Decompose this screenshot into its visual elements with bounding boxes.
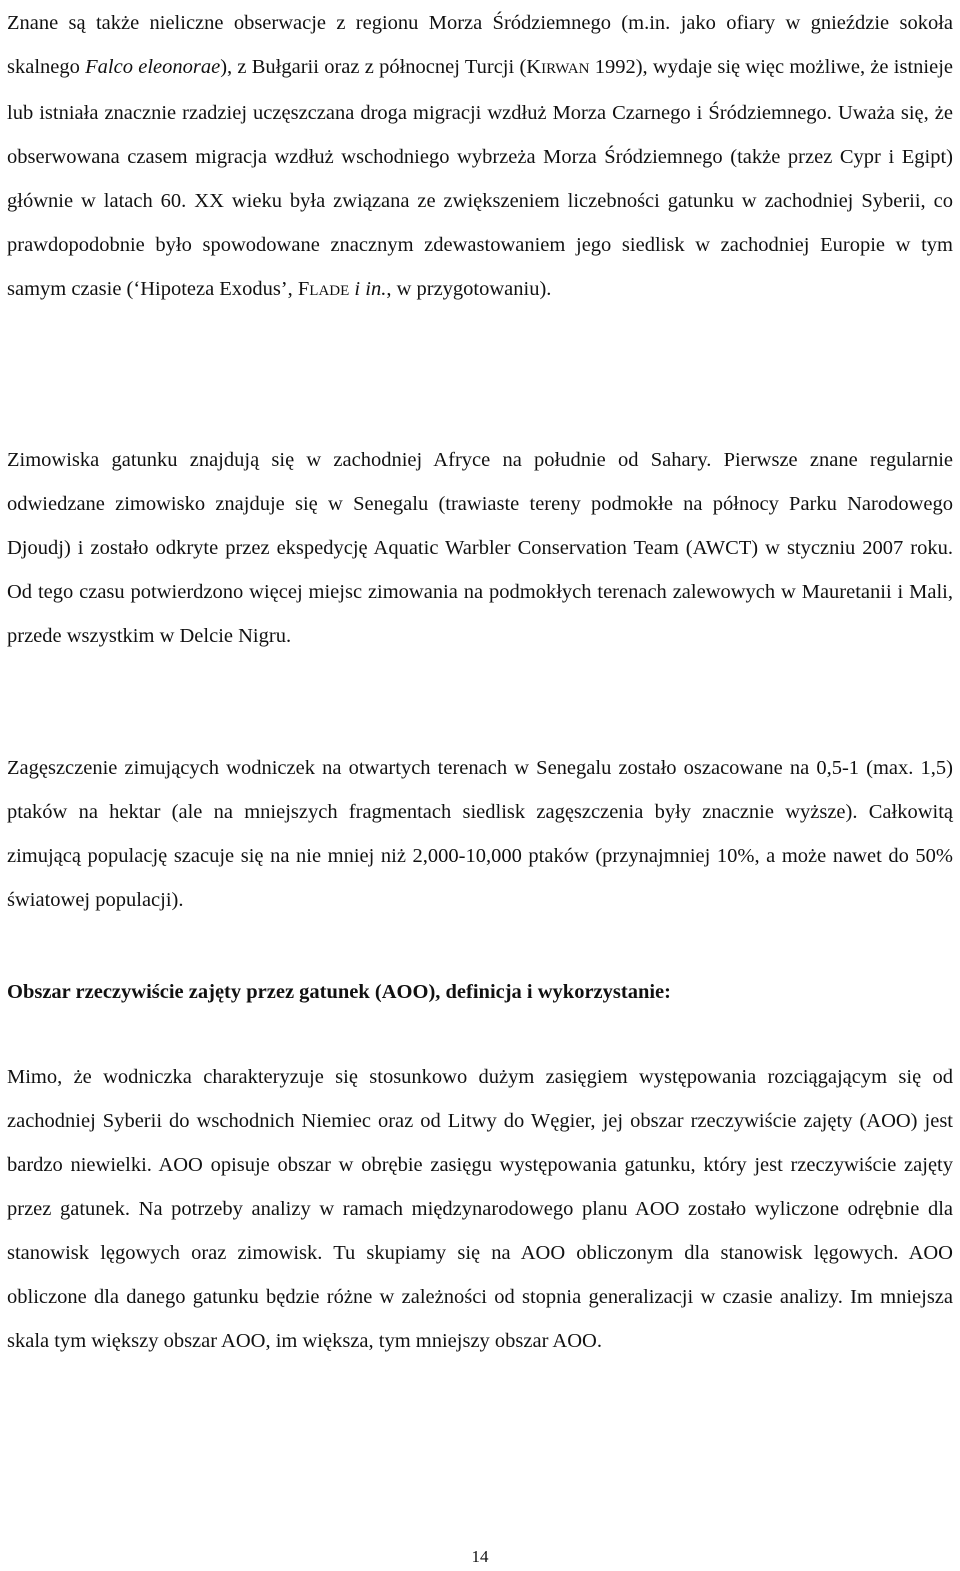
section-heading: Obszar rzeczywiście zajęty przez gatunek (AOO), definicja i wykorzystanie: [7,981,671,1003]
author-smallcaps: LADE [309,283,350,299]
page-number: 14 [471,1547,489,1566]
paragraph-text: , w przygotowaniu). [386,278,552,300]
paragraph-text: ), z Bułgarii oraz z północnej Turcji (K [220,56,542,78]
paragraph-text: Znane są także nieliczne obserwacje z regionu Morza Śródziemnego (m.in. jako ofiary w gnieździe sokoła skalnego [7,12,953,78]
paragraph-wintering-grounds: Zimowiska gatunku znajdują się w zachodniej Afryce na południe od Sahary. Pierwsze znane regularnie odwiedzane zimowisko znajduje się w Senegalu (trawiaste tereny podmokłe na północy Parku Narodowego Djoudj) i zostało odkryte przez ekspedycję Aquatic Warbler Conservation Team (AWCT) w styczniu 2007 roku. Od tego czasu potwierdzono więcej miejsc zimowania na podmokłych terenach zalewowych w Mauretanii i Mali, przede wszystkim w Delcie Nigru. [7,449,953,647]
paragraph-text: 1992), wydaje się więc możliwe, że istnieje lub istniała znacznie rzadziej uczęszczana droga migracji wzdłuż Morza Czarnego i Śródziemnego. Uważa się, że obserwowana czasem migracja wzdłuż wschodniego wybrzeża Morza Śródziemnego (także przez Cypr i Egipt) głównie w latach 60. XX wieku była związana ze zwiększeniem liczebności gatunku w zachodniej Syberii, co prawdopodobnie było spowodowane znacznym zdewastowaniem jego siedlisk w zachodniej Europie w tym samym czasie (‘Hipoteza Exodus’, F [7,56,953,300]
et-al-italic: i in. [354,278,387,300]
paragraph-migration [7,1,953,313]
paragraph-wintering-density: Zagęszczenie zimujących wodniczek na otwartych terenach w Senegalu zostało oszacowane na 0,5-1 (max. 1,5) ptaków na hektar (ale na mniejszych fragmentach siedlisk zagęszczenia były znacznie wyższe). Całkowitą zimującą populację szacuje się na nie mniej niż 2,000-10,000 ptaków (przynajmniej 10%, a może nawet do 50% światowej populacji). [7,757,953,911]
species-name-italic: Falco eleonorae [85,56,221,78]
paragraph-aoo: Mimo, że wodniczka charakteryzuje się stosunkowo dużym zasięgiem występowania rozciągającym się od zachodniej Syberii do wschodnich Niemiec oraz od Litwy do Węgier, jej obszar rzeczywiście zajęty (AOO) jest bardzo niewielki. AOO opisuje obszar w obrębie zasięgu występowania gatunku, który jest rzeczywiście zajęty przez gatunek. Na potrzeby analizy w ramach międzynarodowego planu AOO zostało wyliczone odrębnie dla stanowisk lęgowych oraz zimowisk. Tu skupiamy się na AOO obliczonym dla stanowisk lęgowych. AOO obliczone dla danego gatunku będzie różne w zależności od stopnia generalizacji w czasie analizy. Im mniejsza skala tym większy obszar AOO, im większa, tym mniejszy obszar AOO. [7,1066,953,1352]
author-smallcaps: IRWAN [541,61,590,77]
